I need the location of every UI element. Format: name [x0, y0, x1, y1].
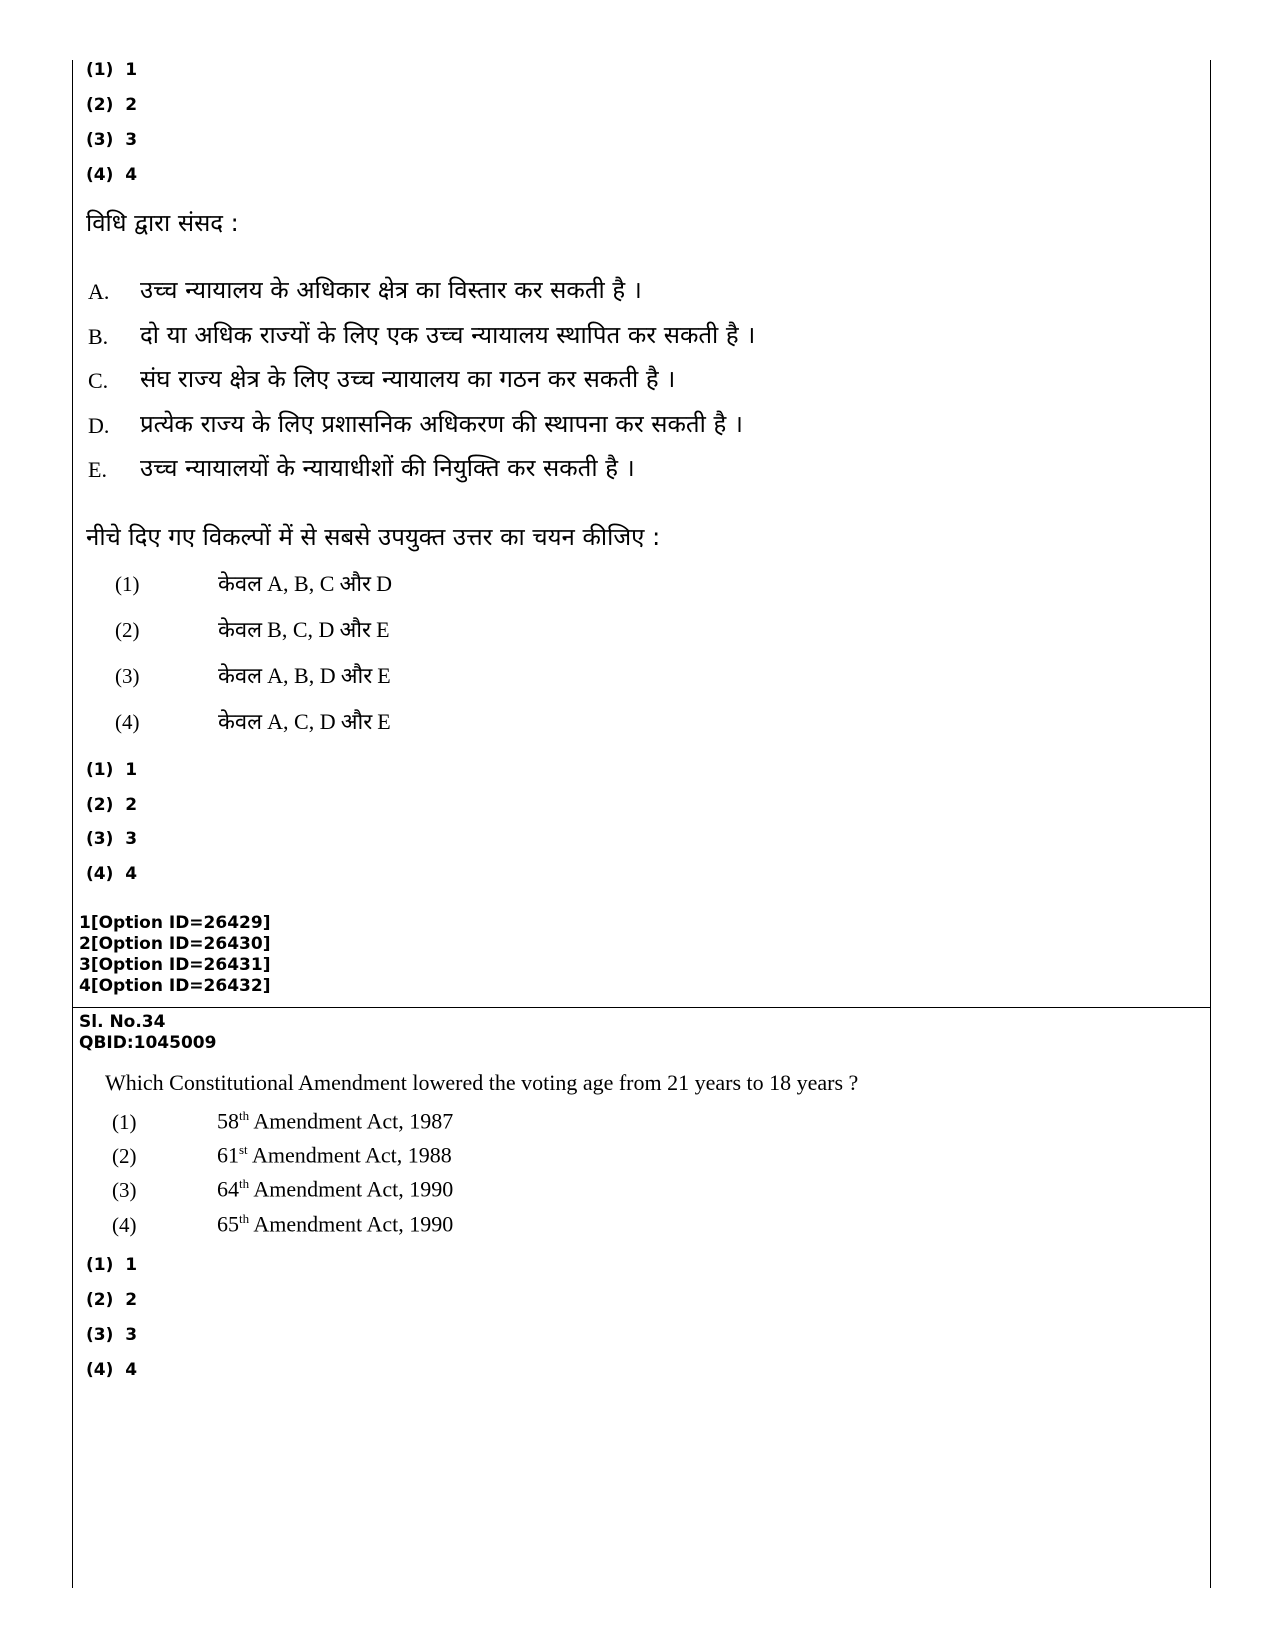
- answer-option[interactable]: (3) 3: [86, 130, 138, 150]
- option-id: 1[Option ID=26429]: [79, 913, 271, 933]
- choice-text: [218, 568, 392, 598]
- statement-text: उच्च न्यायालयों के न्यायाधीशों की नियुक्ति कर सकती है ।: [140, 454, 635, 482]
- choice-text: [217, 1211, 453, 1237]
- choice-number: (3): [112, 1178, 137, 1202]
- choice-text: [218, 660, 391, 690]
- choice-letters: A, B, C: [267, 571, 335, 596]
- ordinal-suffix: th: [239, 1108, 250, 1123]
- choice-prefix: केवल: [218, 572, 263, 597]
- answer-option[interactable]: (1) 1: [86, 760, 138, 780]
- choice-rest: Amendment Act, 1990: [249, 1211, 454, 1237]
- choice-ordinal: 65: [217, 1211, 239, 1237]
- choice-text: [217, 1176, 453, 1202]
- choice-ordinal: 64: [217, 1176, 239, 1202]
- right-border: [1210, 60, 1211, 1588]
- choice-last: E: [376, 617, 390, 642]
- choice-rest: Amendment Act, 1990: [249, 1176, 454, 1202]
- qbid: QBID:1045009: [79, 1033, 217, 1053]
- answer-option[interactable]: (2) 2: [86, 795, 138, 815]
- ordinal-suffix: th: [239, 1176, 250, 1191]
- statement-text: उच्च न्यायालय के अधिकार क्षेत्र का विस्तार कर सकती है ।: [140, 276, 642, 304]
- statement-text: संघ राज्य क्षेत्र के लिए उच्च न्यायालय का गठन कर सकती है ।: [140, 365, 676, 393]
- serial-number: Sl. No.34: [79, 1012, 166, 1032]
- choice-and: और: [339, 618, 371, 643]
- choice-ordinal: 58: [217, 1108, 239, 1134]
- choice-last: E: [377, 663, 391, 688]
- choice-text: [217, 1142, 452, 1168]
- statement-letter: A.: [88, 279, 110, 304]
- choice-and: और: [339, 572, 371, 597]
- choice-number: (4): [115, 710, 140, 734]
- question-stem: विधि द्वारा संसद :: [86, 209, 239, 237]
- question-stem: Which Constitutional Amendment lowered the voting age from 21 years to 18 years ?: [105, 1070, 859, 1095]
- choice-prefix: केवल: [218, 710, 263, 735]
- statement-text: दो या अधिक राज्यों के लिए एक उच्च न्यायालय स्थापित कर सकती है ।: [140, 321, 756, 349]
- question-header: [79, 1012, 216, 1054]
- choice-prefix: केवल: [218, 618, 263, 643]
- answer-option[interactable]: (1) 1: [86, 60, 138, 80]
- choice-last: E: [377, 709, 391, 734]
- choice-number: (3): [115, 664, 140, 688]
- answer-option[interactable]: (4) 4: [86, 1360, 138, 1380]
- choice-number: (4): [112, 1213, 137, 1237]
- statement-letter: C.: [88, 368, 109, 393]
- option-id: 3[Option ID=26431]: [79, 955, 271, 975]
- option-id-list: [79, 913, 270, 997]
- choice-text: [218, 614, 390, 644]
- choice-number: (1): [115, 572, 140, 596]
- choice-text: [218, 706, 391, 736]
- option-id: 2[Option ID=26430]: [79, 934, 271, 954]
- choice-letters: B, C, D: [267, 617, 335, 642]
- choice-rest: Amendment Act, 1987: [249, 1108, 454, 1134]
- answer-option[interactable]: (2) 2: [86, 1290, 138, 1310]
- answer-option[interactable]: (4) 4: [86, 165, 138, 185]
- question-instruction: नीचे दिए गए विकल्पों में से सबसे उपयुक्त उत्तर का चयन कीजिए :: [86, 523, 661, 551]
- answer-option[interactable]: (4) 4: [86, 864, 138, 884]
- answer-option[interactable]: (1) 1: [86, 1255, 138, 1275]
- choice-and: और: [340, 710, 373, 735]
- choice-and: और: [340, 664, 373, 689]
- choice-number: (2): [112, 1144, 137, 1168]
- choice-number: (1): [112, 1110, 137, 1134]
- answer-option[interactable]: (2) 2: [86, 95, 138, 115]
- left-border: [72, 60, 73, 1588]
- statement-text: प्रत्येक राज्य के लिए प्रशासनिक अधिकरण की स्थापना कर सकती है ।: [140, 410, 743, 438]
- statement-letter: D.: [88, 413, 110, 438]
- choice-ordinal: 61: [217, 1142, 239, 1168]
- statement-letter: E.: [88, 457, 107, 482]
- statement-letter: B.: [88, 324, 109, 349]
- option-id: 4[Option ID=26432]: [79, 976, 271, 996]
- answer-option[interactable]: (3) 3: [86, 1325, 138, 1345]
- question-divider: [72, 1007, 1211, 1008]
- ordinal-suffix: th: [239, 1211, 250, 1226]
- ordinal-suffix: st: [239, 1142, 248, 1157]
- answer-option[interactable]: (3) 3: [86, 829, 138, 849]
- choice-prefix: केवल: [218, 664, 263, 689]
- choice-number: (2): [115, 618, 140, 642]
- choice-last: D: [376, 571, 392, 596]
- choice-rest: Amendment Act, 1988: [247, 1142, 452, 1168]
- choice-text: [217, 1108, 453, 1134]
- choice-letters: A, B, D: [267, 663, 336, 688]
- choice-letters: A, C, D: [267, 709, 336, 734]
